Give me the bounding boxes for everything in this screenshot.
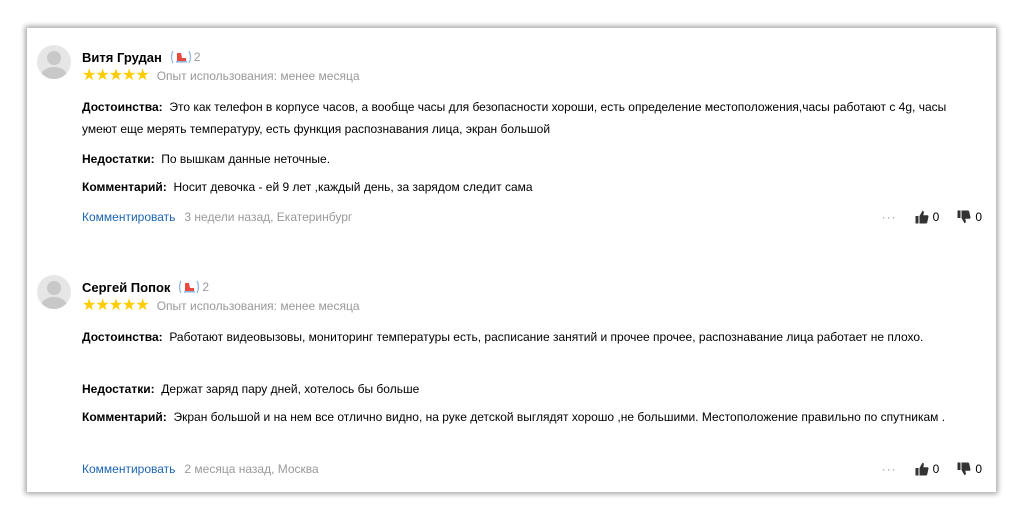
cons-label: Недостатки: — [82, 382, 155, 396]
avatar[interactable] — [37, 275, 71, 309]
review-comment — [82, 406, 962, 428]
cons-text: По вышкам данные неточные. — [161, 152, 331, 166]
like-count: 0 — [932, 462, 940, 476]
reply-link[interactable]: Комментировать — [82, 462, 176, 476]
dislike-count: 0 — [975, 210, 982, 224]
dislike-button[interactable] — [957, 210, 982, 224]
user-silhouette-icon — [37, 45, 71, 79]
thumbs-down-icon — [957, 462, 971, 476]
laurel-badge-icon — [169, 49, 193, 65]
dislike-button[interactable] — [957, 462, 982, 476]
star-icon: ★ — [82, 297, 96, 314]
review-cons — [82, 148, 982, 170]
review-cons — [82, 378, 982, 400]
star-icon: ★ — [122, 297, 136, 314]
review-footer — [82, 208, 982, 226]
star-icon: ★ — [95, 297, 109, 314]
author-name[interactable]: Сергей Попок — [82, 279, 171, 295]
usage-experience: Опыт использования: менее месяца — [156, 299, 360, 313]
comment-label: Комментарий: — [82, 180, 167, 194]
star-icon: ★ — [82, 67, 96, 84]
rating-stars — [82, 298, 149, 314]
pros-label: Достоинства: — [82, 100, 163, 114]
review-pros — [82, 326, 962, 348]
usage-experience: Опыт использования: менее месяца — [156, 69, 360, 83]
star-icon: ★ — [108, 297, 123, 314]
more-dots-icon[interactable]: ··· — [881, 210, 897, 224]
pros-text: Это как телефон в корпусе часов, а вообще часы для безопасности хороши, есть определение местоположения,часы работают с 4g, часы умеют еще мерять температуру, есть функция распознавания лица, экран большой — [82, 100, 947, 136]
reply-link[interactable]: Комментировать — [82, 210, 176, 224]
cons-label: Недостатки: — [82, 152, 155, 166]
like-button[interactable] — [915, 462, 940, 476]
rating-stars — [82, 68, 149, 84]
author-badge[interactable] — [177, 279, 209, 295]
comment-text: Носит девочка - ей 9 лет ,каждый день, за зарядом следит сама — [173, 180, 533, 194]
thumbs-up-icon — [915, 462, 929, 476]
review-pros — [82, 96, 982, 140]
thumbs-up-icon — [915, 210, 929, 224]
review-comment — [82, 176, 982, 198]
like-button[interactable] — [915, 210, 940, 224]
thumbs-down-icon — [957, 210, 971, 224]
star-icon: ★ — [95, 67, 109, 84]
review-actions — [882, 460, 982, 478]
pros-label: Достоинства: — [82, 330, 163, 344]
avatar[interactable] — [37, 45, 71, 79]
star-icon: ★ — [135, 67, 149, 84]
pros-text: Работают видеовызовы, мониторинг температуры есть, расписание занятий и прочее прочее, распознавание лица работает не плохо. — [169, 330, 924, 344]
dislike-count: 0 — [975, 462, 982, 476]
user-silhouette-icon — [37, 275, 71, 309]
author-name[interactable]: Витя Грудан — [82, 49, 162, 65]
review-meta: 3 недели назад, Екатеринбург — [184, 210, 353, 224]
laurel-badge-icon — [177, 279, 201, 295]
like-count: 0 — [932, 210, 940, 224]
star-icon: ★ — [122, 67, 136, 84]
comment-text: Экран большой и на нем все отлично видно, на руке детской выглядят хорошо ,не большими. Местоположение правильно по спутникам . — [173, 410, 946, 424]
more-dots-icon[interactable]: ··· — [881, 462, 897, 476]
star-icon: ★ — [135, 297, 149, 314]
star-icon: ★ — [108, 67, 123, 84]
review-actions — [882, 208, 982, 226]
author-badge[interactable] — [169, 49, 201, 65]
badge-level: 2 — [193, 50, 201, 64]
reviews-panel — [27, 28, 996, 492]
badge-level: 2 — [202, 280, 210, 294]
cons-text: Держат заряд пару дней, хотелось бы больше — [161, 382, 420, 396]
comment-label: Комментарий: — [82, 410, 167, 424]
review-meta: 2 месяца назад, Москва — [184, 462, 319, 476]
review-footer — [82, 460, 982, 478]
